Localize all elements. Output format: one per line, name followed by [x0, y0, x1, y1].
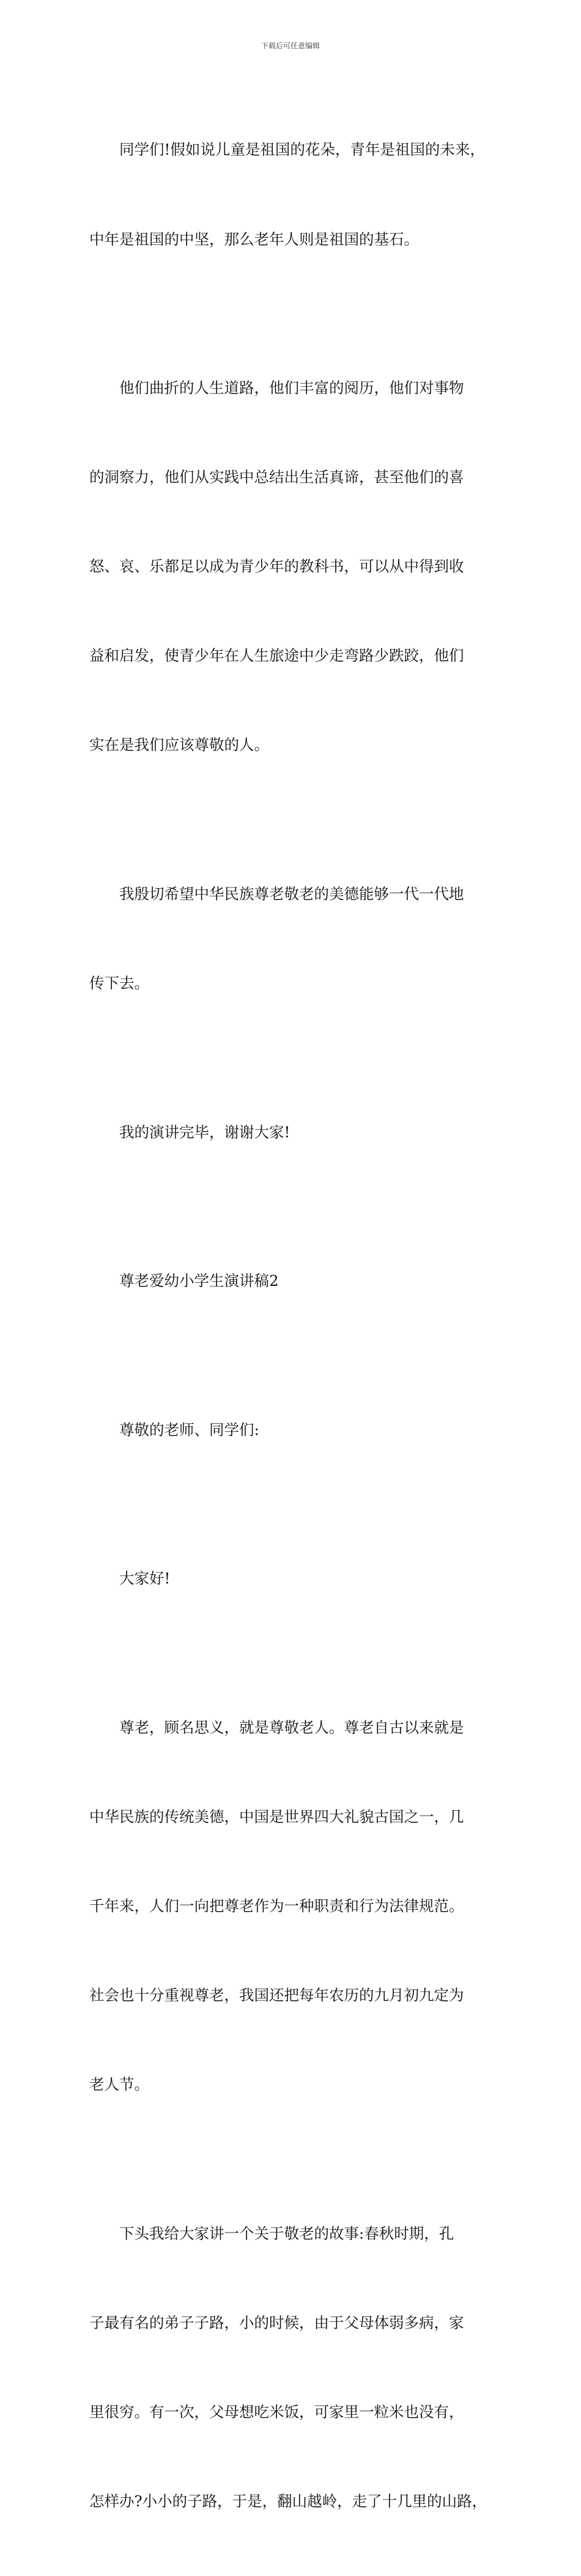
text-line: 大家好! [119, 1569, 171, 1588]
text-line: 实在是我们应该尊敬的人。 [89, 736, 269, 754]
text-line: 我殷切希望中华民族尊老敬老的美德能够一代一代地 [119, 884, 464, 903]
text-line: 他们曲折的人生道路，他们丰富的阅历，他们对事物 [119, 379, 464, 397]
salutation [89, 1356, 505, 1505]
paragraph [89, 76, 505, 314]
section-heading [89, 1207, 505, 1356]
text-line: 里很穷。有一次，父母想吃米饭，可家里一粒米也没有， [89, 2402, 464, 2421]
text-line: 怎样办?小小的子路，于是，翻山越岭，走了十几里的山路， [89, 2492, 487, 2510]
text-line: 千年来，人们一向把尊老作为一种职责和行为法律规范。 [89, 1896, 464, 1915]
paragraph [89, 820, 505, 1059]
text-line: 怒、哀、乐都足以成为青少年的教科书，可以从中得到收 [89, 557, 464, 576]
text-line: 老人节。 [89, 2075, 149, 2094]
paragraph [89, 2159, 505, 2576]
greeting [89, 1505, 505, 1654]
text-line: 社会也十分重视尊老，我国还把每年农历的九月初九定为 [89, 1986, 464, 2004]
text-line: 下头我给大家讲一个关于敬老的故事:春秋时期，孔 [119, 2224, 454, 2242]
text-line: 传下去。 [89, 974, 149, 993]
text-line: 益和启发，使青少年在人生旅途中少走弯路少跌跤，他们 [89, 647, 464, 665]
text-line: 中华民族的传统美德，中国是世界四大礼貌古国之一，几 [89, 1807, 464, 1826]
paragraph [89, 1058, 505, 1207]
text-line: 子最有名的弟子子路，小的时候，由于父母体弱多病，家 [89, 2313, 464, 2332]
text-line: 我的演讲完毕，谢谢大家! [119, 1123, 290, 1141]
text-line: 的洞察力，他们从实践中总结出生活真谛，甚至他们的喜 [89, 468, 464, 486]
text-line: 尊老，顾名思义，就是尊敬老人。尊老自古以来就是 [119, 1718, 464, 1736]
text-line: 尊老爱幼小学生演讲稿2 [119, 1272, 279, 1290]
text-line: 中年是祖国的中坚，那么老年人则是祖国的基石。 [89, 230, 419, 248]
text-line: 同学们!假如说儿童是祖国的花朵，青年是祖国的未来， [119, 141, 485, 159]
page-header-note: 下载后可任意编辑 [261, 42, 320, 50]
paragraph [89, 1653, 505, 2159]
text-line: 尊敬的老师、同学们: [119, 1420, 259, 1439]
document-body [89, 76, 505, 2576]
paragraph [89, 314, 505, 820]
